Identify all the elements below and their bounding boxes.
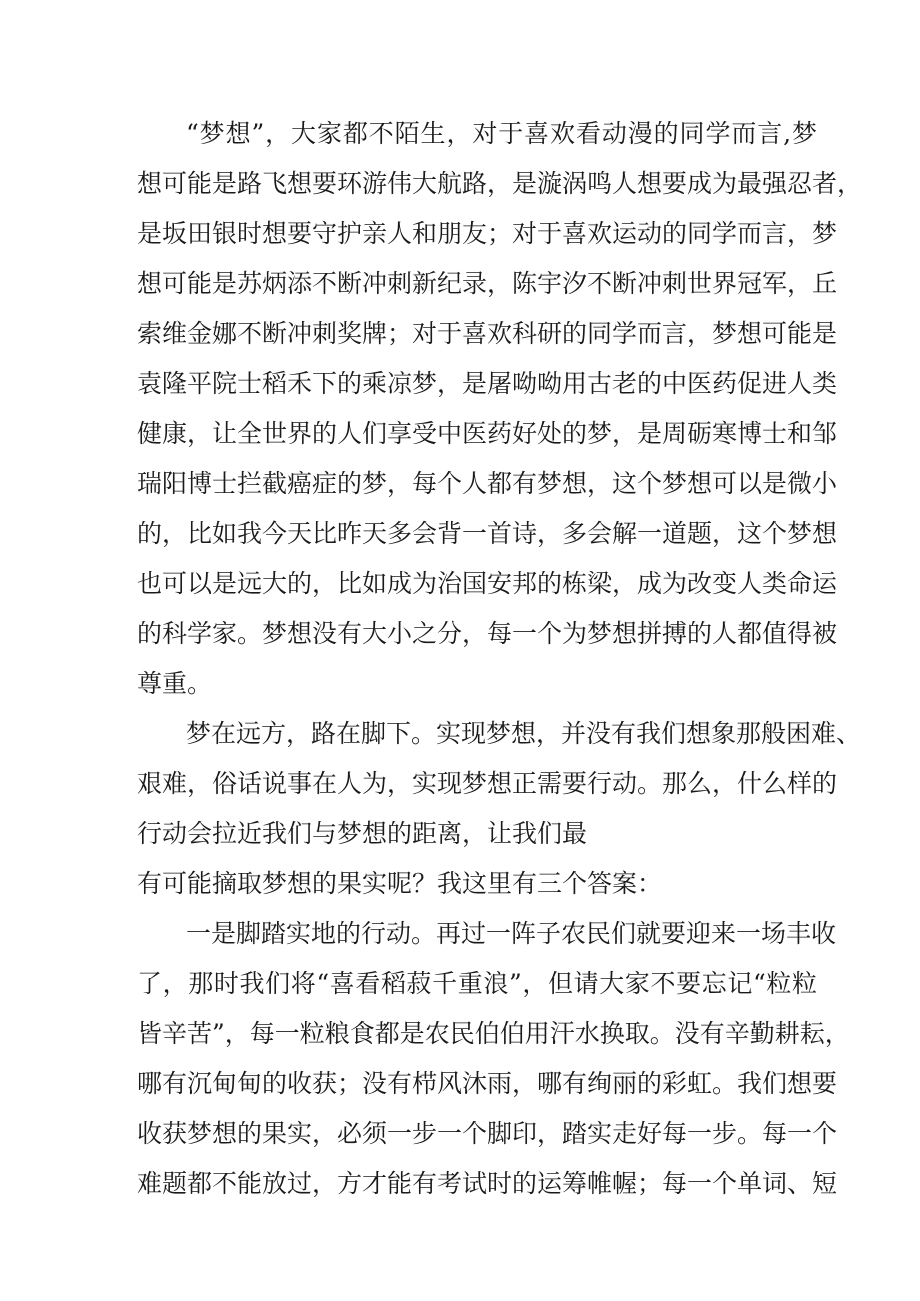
paragraph-1-line-11: 的科学家。梦想没有大小之分，每一个为梦想拼搏的人都值得被	[137, 619, 838, 648]
paragraph-4-line-6: 难题都不能放过，方才能有考试时的运筹帷幄；每一个单词、短	[137, 1169, 838, 1198]
paragraph-1-line-9: 的，比如我今天比昨天多会背一首诗，多会解一道题，这个梦想	[137, 519, 838, 548]
paragraph-4-line-5: 收获梦想的果实，必须一步一个脚印，踏实走好每一步。每一个	[137, 1119, 838, 1148]
paragraph-1-line-3: 是坂田银时想要守护亲人和朋友；对于喜欢运动的同学而言，梦	[137, 219, 838, 248]
paragraph-4-line-4: 哪有沉甸甸的收获；没有栉风沐雨，哪有绚丽的彩虹。我们想要	[137, 1069, 838, 1098]
paragraph-1-line-6: 袁隆平院士稻禾下的乘凉梦，是屠呦呦用古老的中医药促进人类	[137, 369, 838, 398]
paragraph-4-line-1: 一是脚踏实地的行动。再过一阵子农民们就要迎来一场丰收	[186, 919, 837, 948]
paragraph-4-line-2: 了，那时我们将“喜看稻菽千重浪”，但请大家不要忘记“粒粒	[137, 969, 817, 998]
paragraph-2-line-2: 艰难，俗话说事在人为，实现梦想正需要行动。那么，什么样的	[137, 769, 838, 798]
paragraph-3-line-1: 有可能摘取梦想的果实呢？我这里有三个答案：	[137, 869, 663, 898]
paragraph-2-line-1: 梦在远方，路在脚下。实现梦想，并没有我们想象那般困难、	[186, 719, 862, 748]
paragraph-1-line-12: 尊重。	[137, 669, 213, 698]
paragraph-1-line-8: 瑞阳博士拦截癌症的梦，每个人都有梦想，这个梦想可以是微小	[137, 469, 838, 498]
paragraph-1-line-5: 索维金娜不断冲刺奖牌；对于喜欢科研的同学而言，梦想可能是	[137, 319, 838, 348]
paragraph-1-line-1: “梦想”，大家都不陌生，对于喜欢看动漫的同学而言,梦	[186, 119, 817, 148]
paragraph-1-line-2: 想可能是路飞想要环游伟大航路，是漩涡鸣人想要成为最强忍者，	[137, 169, 863, 198]
paragraph-4-line-3: 皆辛苦”，每一粒粮食都是农民伯伯用汗水换取。没有辛勤耕耘，	[137, 1019, 850, 1048]
paragraph-1-line-4: 想可能是苏炳添不断冲刺新纪录，陈宇汐不断冲刺世界冠军，丘	[137, 269, 838, 298]
paragraph-1-line-10: 也可以是远大的，比如成为治国安邦的栋梁，成为改变人类命运	[137, 569, 838, 598]
paragraph-1-line-7: 健康，让全世界的人们享受中医药好处的梦，是周砺寒博士和邹	[137, 419, 838, 448]
paragraph-2-line-3: 行动会拉近我们与梦想的距离，让我们最	[137, 819, 588, 848]
